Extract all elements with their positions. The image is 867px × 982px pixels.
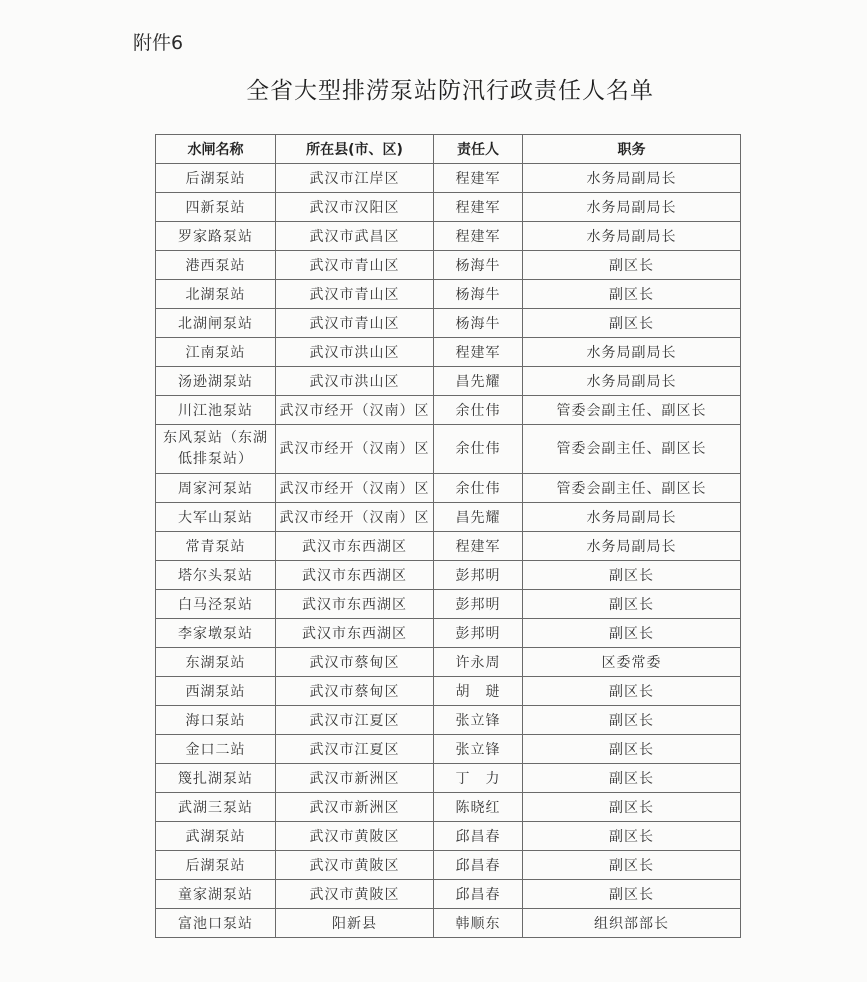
position-cell: 副区长	[523, 851, 741, 880]
station-name-cell: 富池口泵站	[156, 909, 276, 938]
county-cell: 武汉市东西湖区	[276, 561, 434, 590]
position-cell: 副区长	[523, 251, 741, 280]
county-cell: 武汉市经开（汉南）区	[276, 503, 434, 532]
county-cell: 武汉市洪山区	[276, 338, 434, 367]
county-cell: 阳新县	[276, 909, 434, 938]
station-name-cell: 篾扎湖泵站	[156, 764, 276, 793]
county-cell: 武汉市新洲区	[276, 764, 434, 793]
station-name-cell: 东湖泵站	[156, 648, 276, 677]
position-cell: 水务局副局长	[523, 367, 741, 396]
header-position: 职务	[523, 135, 741, 164]
position-cell: 副区长	[523, 309, 741, 338]
table-row	[156, 396, 741, 425]
county-cell: 武汉市江夏区	[276, 706, 434, 735]
table-row	[156, 222, 741, 251]
table-row	[156, 425, 741, 474]
station-name-cell: 武湖泵站	[156, 822, 276, 851]
station-name-cell: 东风泵站（东湖低排泵站）	[156, 425, 276, 474]
position-cell: 副区长	[523, 880, 741, 909]
county-cell: 武汉市蔡甸区	[276, 648, 434, 677]
station-name-cell: 北湖闸泵站	[156, 309, 276, 338]
responsible-person-cell: 昌先耀	[434, 503, 523, 532]
responsible-person-cell: 余仕伟	[434, 474, 523, 503]
county-cell: 武汉市东西湖区	[276, 532, 434, 561]
county-cell: 武汉市武昌区	[276, 222, 434, 251]
page-title: 全省大型排涝泵站防汛行政责任人名单	[246, 78, 654, 104]
station-name-cell: 川江池泵站	[156, 396, 276, 425]
county-cell: 武汉市东西湖区	[276, 590, 434, 619]
station-name-cell: 北湖泵站	[156, 280, 276, 309]
county-cell: 武汉市黄陂区	[276, 851, 434, 880]
station-name-cell: 塔尔头泵站	[156, 561, 276, 590]
county-cell: 武汉市经开（汉南）区	[276, 425, 434, 474]
responsible-person-cell: 昌先耀	[434, 367, 523, 396]
table-row	[156, 164, 741, 193]
header-responsible-person: 责任人	[434, 135, 523, 164]
position-cell: 管委会副主任、副区长	[523, 396, 741, 425]
station-name-cell: 汤逊湖泵站	[156, 367, 276, 396]
table-row	[156, 735, 741, 764]
position-cell: 水务局副局长	[523, 503, 741, 532]
position-cell: 副区长	[523, 280, 741, 309]
table-row	[156, 648, 741, 677]
county-cell: 武汉市江岸区	[276, 164, 434, 193]
responsible-person-cell: 杨海牛	[434, 309, 523, 338]
table-row	[156, 474, 741, 503]
table-row	[156, 338, 741, 367]
county-cell: 武汉市黄陂区	[276, 822, 434, 851]
position-cell: 副区长	[523, 561, 741, 590]
station-name-cell: 大军山泵站	[156, 503, 276, 532]
station-name-cell: 童家湖泵站	[156, 880, 276, 909]
position-cell: 水务局副局长	[523, 338, 741, 367]
county-cell: 武汉市青山区	[276, 251, 434, 280]
position-cell: 区委常委	[523, 648, 741, 677]
county-cell: 武汉市黄陂区	[276, 880, 434, 909]
responsible-person-cell: 张立锋	[434, 735, 523, 764]
station-name-cell: 海口泵站	[156, 706, 276, 735]
responsible-person-cell: 邱昌春	[434, 851, 523, 880]
station-name-cell: 常青泵站	[156, 532, 276, 561]
table-body	[156, 164, 741, 938]
table-row	[156, 793, 741, 822]
responsible-person-cell: 邱昌春	[434, 822, 523, 851]
table-row	[156, 561, 741, 590]
position-cell: 副区长	[523, 677, 741, 706]
position-cell: 副区长	[523, 706, 741, 735]
position-cell: 水务局副局长	[523, 164, 741, 193]
position-cell: 水务局副局长	[523, 532, 741, 561]
table-row	[156, 367, 741, 396]
position-cell: 水务局副局长	[523, 222, 741, 251]
table-header-row	[156, 135, 741, 164]
responsible-person-cell: 邱昌春	[434, 880, 523, 909]
table-row	[156, 503, 741, 532]
responsible-person-cell: 彭邦明	[434, 561, 523, 590]
table-row	[156, 706, 741, 735]
station-name-cell: 港西泵站	[156, 251, 276, 280]
position-cell: 副区长	[523, 822, 741, 851]
table-row	[156, 909, 741, 938]
county-cell: 武汉市蔡甸区	[276, 677, 434, 706]
responsible-person-cell: 余仕伟	[434, 396, 523, 425]
county-cell: 武汉市东西湖区	[276, 619, 434, 648]
responsible-person-cell: 丁 力	[434, 764, 523, 793]
county-cell: 武汉市江夏区	[276, 735, 434, 764]
table-row	[156, 280, 741, 309]
table-row	[156, 532, 741, 561]
table-row	[156, 764, 741, 793]
county-cell: 武汉市洪山区	[276, 367, 434, 396]
station-name-cell: 四新泵站	[156, 193, 276, 222]
table-row	[156, 851, 741, 880]
table-row	[156, 251, 741, 280]
position-cell: 副区长	[523, 590, 741, 619]
responsible-person-cell: 许永周	[434, 648, 523, 677]
responsible-person-cell: 余仕伟	[434, 425, 523, 474]
station-name-cell: 金口二站	[156, 735, 276, 764]
station-name-cell: 白马泾泵站	[156, 590, 276, 619]
responsible-person-cell: 彭邦明	[434, 590, 523, 619]
station-name-cell: 李家墩泵站	[156, 619, 276, 648]
position-cell: 水务局副局长	[523, 193, 741, 222]
position-cell: 管委会副主任、副区长	[523, 474, 741, 503]
header-station-name: 水闸名称	[156, 135, 276, 164]
responsible-person-cell: 程建军	[434, 222, 523, 251]
responsible-person-cell: 程建军	[434, 532, 523, 561]
table-row	[156, 619, 741, 648]
station-name-cell: 后湖泵站	[156, 164, 276, 193]
table-row	[156, 880, 741, 909]
station-name-cell: 罗家路泵站	[156, 222, 276, 251]
table-row	[156, 677, 741, 706]
header-county: 所在县(市、区)	[276, 135, 434, 164]
responsible-person-cell: 胡 琎	[434, 677, 523, 706]
responsible-person-cell: 程建军	[434, 193, 523, 222]
county-cell: 武汉市经开（汉南）区	[276, 474, 434, 503]
position-cell: 组织部部长	[523, 909, 741, 938]
county-cell: 武汉市青山区	[276, 309, 434, 338]
attachment-label: 附件6	[133, 32, 184, 54]
county-cell: 武汉市经开（汉南）区	[276, 396, 434, 425]
station-name-cell: 西湖泵站	[156, 677, 276, 706]
station-name-cell: 后湖泵站	[156, 851, 276, 880]
position-cell: 副区长	[523, 764, 741, 793]
responsible-person-cell: 韩顺东	[434, 909, 523, 938]
station-name-cell: 江南泵站	[156, 338, 276, 367]
responsible-person-cell: 程建军	[434, 164, 523, 193]
station-name-cell: 武湖三泵站	[156, 793, 276, 822]
responsible-person-cell: 陈晓红	[434, 793, 523, 822]
table-row	[156, 590, 741, 619]
county-cell: 武汉市青山区	[276, 280, 434, 309]
table-row	[156, 193, 741, 222]
position-cell: 副区长	[523, 619, 741, 648]
responsible-person-cell: 杨海牛	[434, 280, 523, 309]
county-cell: 武汉市汉阳区	[276, 193, 434, 222]
position-cell: 副区长	[523, 793, 741, 822]
station-name-cell: 周家河泵站	[156, 474, 276, 503]
table-row	[156, 309, 741, 338]
responsible-person-cell: 张立锋	[434, 706, 523, 735]
responsible-person-cell: 彭邦明	[434, 619, 523, 648]
position-cell: 管委会副主任、副区长	[523, 425, 741, 474]
table-row	[156, 822, 741, 851]
county-cell: 武汉市新洲区	[276, 793, 434, 822]
position-cell: 副区长	[523, 735, 741, 764]
responsible-person-cell: 杨海牛	[434, 251, 523, 280]
responsible-person-cell: 程建军	[434, 338, 523, 367]
responsibility-table	[155, 134, 741, 938]
